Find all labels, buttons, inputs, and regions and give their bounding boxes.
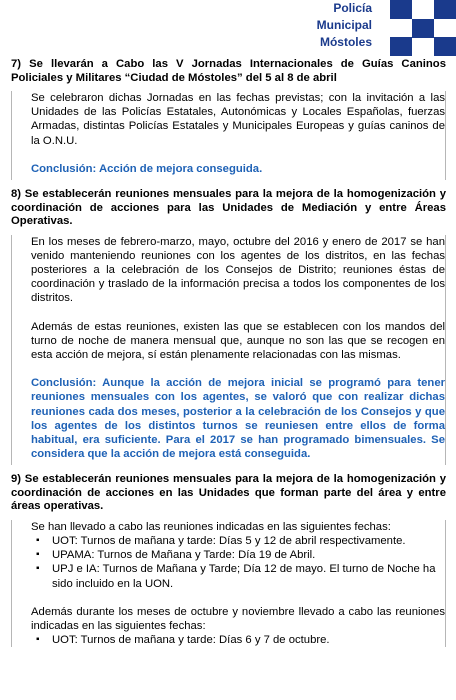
section-7-body: Se celebraron dichas Jornadas en las fechas previstas; con la invitación a las Unidades de las Policías Estatales, Autonómicas y Locales Españolas, fuerzas Armadas, distintas Policías Estatales y Municipales Europeas y guías caninos de la O.N.U.: [31, 92, 445, 147]
checkerboard-emblem-icon: [390, 0, 456, 56]
logo-line-mostoles: Móstoles: [319, 35, 372, 49]
list-item: ▪ UOT: Turnos de mañana y tarde: Días 6 y 7 de octubre.: [52, 633, 445, 647]
section-9-box: [11, 520, 446, 648]
section-9-intro: Se han llevado a cabo las reuniones indicadas en las siguientes fechas:: [31, 520, 391, 533]
section-9-list-2: [12, 633, 445, 647]
section-7-conclusion: Conclusión: Acción de mejora conseguida.: [31, 162, 263, 175]
section-8-conclusion: Conclusión: Aunque la acción de mejora inicial se programó para tener reuniones mensuales con los agentes, se valoró que con realizar dichas reuniones cada dos meses, posterior a la celebración de los Consejos y que los agentes de los distintos turnos se reuniesen entre ellos de forma habitual, era suficiente. Para el 2017 se han programado bimensuales. Se considera que la acción de mejora está conseguida.: [31, 377, 445, 461]
section-9-list: [12, 534, 445, 591]
section-8-body-2: Además de estas reuniones, existen las que se establecen con los mandos del turno de noche de manera mensual que, aunque no son las que se recogen en esta acción de mejora, sí están plenamente relacionadas con las mismas.: [31, 320, 445, 361]
section-8-heading: 8) Se establecerán reuniones mensuales para la mejora de la homogenización y coordinación de acciones para las Unidades de Mediación y entre Áreas Operativas.: [11, 188, 446, 228]
list-item: ▪ UPJ e IA: Turnos de Mañana y Tarde; Día 12 de mayo. El turno de Noche ha sido incluido en la UON.: [52, 562, 445, 590]
list-item: ▪ UOT: Turnos de mañana y tarde: Días 5 y 12 de abril respectivamente.: [52, 534, 445, 548]
section-7-heading: 7) Se llevarán a Cabo las V Jornadas Internacionales de Guías Caninos Policiales y Militares “Ciudad de Móstoles” del 5 al 8 de abril: [11, 58, 446, 84]
section-8-box: [11, 235, 446, 466]
section-8-body-1: En los meses de febrero-marzo, mayo, octubre del 2016 y enero de 2017 se han venido manteniendo reuniones con los agentes de los distritos, en las fechas posteriores a la celebración de los Consejos de Distrito; reuniones éstas de coordinación y traslado de la información precisa a todos los componentes de los distritos.: [31, 235, 445, 305]
section-9-heading: 9) Se establecerán reuniones mensuales para la mejora de la homogenización y coordinación de acciones en las Unidades que forman parte del área y entre áreas operativas.: [11, 473, 446, 513]
logo-text: [317, 0, 372, 51]
logo-line-policia: Policía: [333, 1, 372, 15]
section-7-box: [11, 91, 446, 180]
document-body: [11, 58, 446, 647]
section-9-intro-2: Además durante los meses de octubre y noviembre llevado a cabo las reuniones indicadas en las siguientes fechas:: [31, 605, 445, 633]
list-item: ▪ UPAMA: Turnos de Mañana y Tarde: Día 19 de Abril.: [52, 548, 445, 562]
logo-line-municipal: Municipal: [316, 18, 372, 32]
